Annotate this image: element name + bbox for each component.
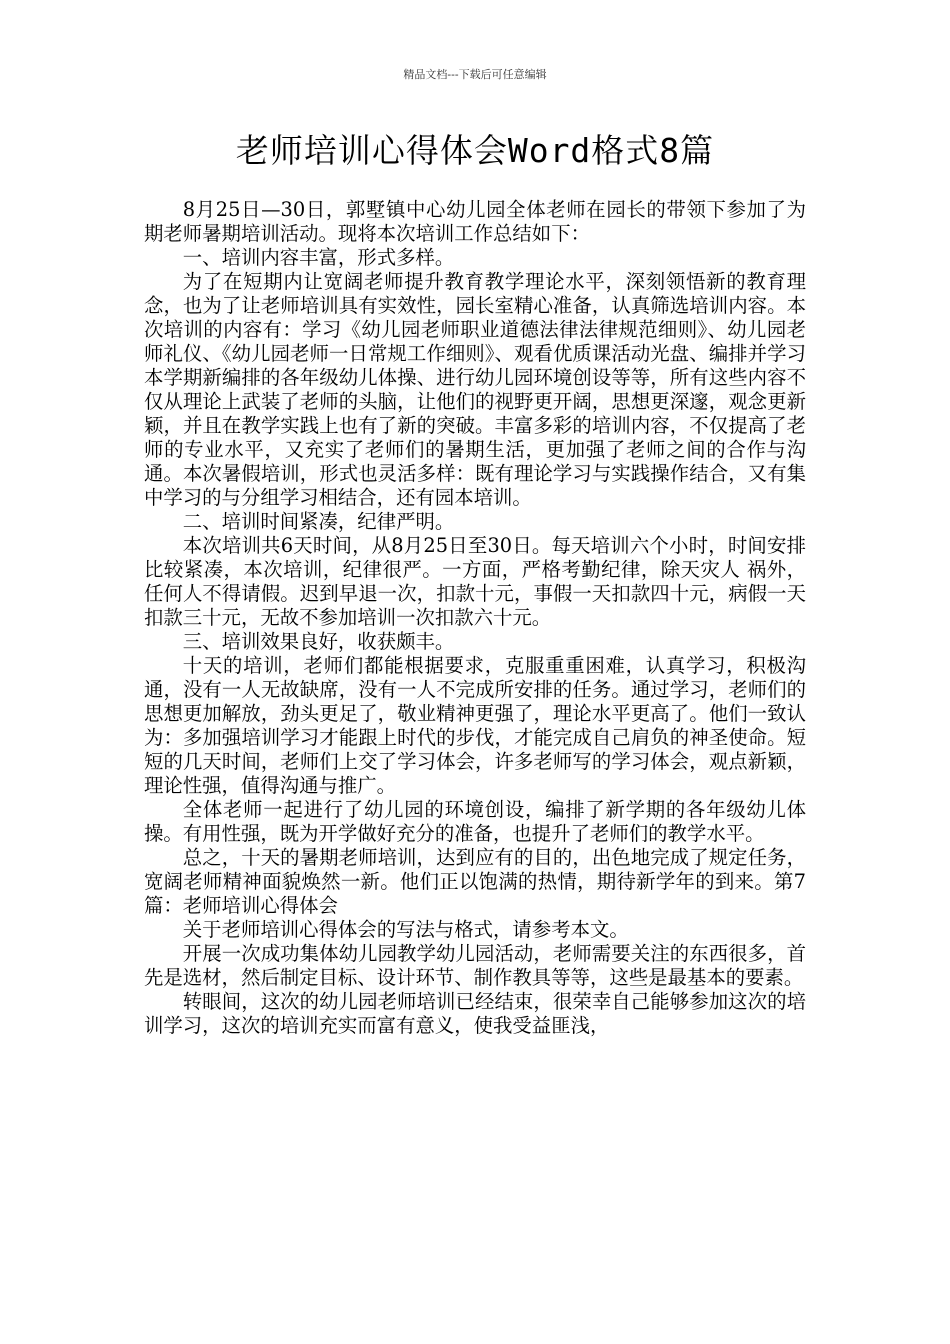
paragraph-results: 十天的培训，老师们都能根据要求，克服重重困难，认真学习，积极沟通，没有一人无故缺席，没有一人不完成所安排的任务。通过学习，老师们的思想更加解放，劲头更足了，敬业精神更强了，理论水平更高了。他们一致认为：多加强培训学习才能跟上时代的步伐，才能完成自己肩负的神圣使命。短短的几天时间，老师们上交了学习体会，许多老师写的学习体会，观点新颖，理论性强，值得沟通与推广。 bbox=[144, 654, 806, 797]
section-heading-2: 二、培训时间紧凑，纪律严明。 bbox=[182, 510, 455, 533]
document-body bbox=[144, 198, 806, 1038]
paragraph-summary: 总之，十天的暑期老师培训，达到应有的目的，出色地完成了规定任务，宽阔老师精神面貌焕然一新。他们正以饱满的热情，期待新学年的到来。第7篇：老师培训心得体会 bbox=[144, 846, 806, 917]
paragraph-reflection: 转眼间，这次的幼儿园老师培训已经结束，很荣幸自己能够参加这次的培训学习，这次的培训充实而富有意义，使我受益匪浅， bbox=[144, 990, 806, 1037]
paragraph-intro: 8月25日—30日，郭墅镇中心幼儿园全体老师在园长的带领下参加了为期老师暑期培训活动。现将本次培训工作总结如下： bbox=[144, 198, 806, 245]
section-heading-3: 三、培训效果良好，收获颇丰。 bbox=[182, 630, 455, 653]
document-title: 老师培训心得体会Word格式8篇 bbox=[235, 131, 715, 170]
paragraph-content: 为了在短期内让宽阔老师提升教育教学理论水平，深刻领悟新的教育理念，也为了让老师培训具有实效性，园长室精心准备，认真筛选培训内容。本次培训的内容有：学习《幼儿园老师职业道德法律法律规范细则》、幼儿园老师礼仪、《幼儿园老师一日常规工作细则》、观看优质课活动光盘、编排并学习本学期新编排的各年级幼儿体操、进行幼儿园环境创设等等，所有这些内容不仅从理论上武装了老师的头脑，让他们的视野更开阔，思想更深邃，观念更新颖，并且在教学实践上也有了新的突破。丰富多彩的培训内容，不仅提高了老师的专业水平，又充实了老师们的暑期生活，更加强了老师之间的合作与沟通。本次暑假培训，形式也灵活多样：既有理论学习与实践操作结合，又有集中学习的与分组学习相结合，还有园本培训。 bbox=[144, 270, 806, 509]
paragraph-activity: 开展一次成功集体幼儿园教学幼儿园活动，老师需要关注的东西很多，首先是选材，然后制定目标、设计环节、制作教具等等，这些是最基本的要素。 bbox=[144, 942, 806, 989]
section-heading-1: 一、培训内容丰富，形式多样。 bbox=[182, 246, 455, 269]
page-header-note: 精品文档---下载后可任意编辑 bbox=[403, 68, 547, 81]
paragraph-environment: 全体老师一起进行了幼儿园的环境创设，编排了新学期的各年级幼儿体操。有用性强，既为开学做好充分的准备，也提升了老师们的教学水平。 bbox=[144, 798, 806, 845]
paragraph-reference: 关于老师培训心得体会的写法与格式，请参考本文。 bbox=[182, 918, 629, 941]
paragraph-schedule: 本次培训共6天时间，从8月25日至30日。每天培训六个小时，时间安排比较紧凑，本次培训，纪律很严。一方面，严格考勤纪律，除天灾人 祸外，任何人不得请假。迟到早退一次，扣款十元，事假一天扣款四十元，病假一天扣款三十元，无故不参加培训一次扣款六十元。 bbox=[144, 534, 806, 629]
